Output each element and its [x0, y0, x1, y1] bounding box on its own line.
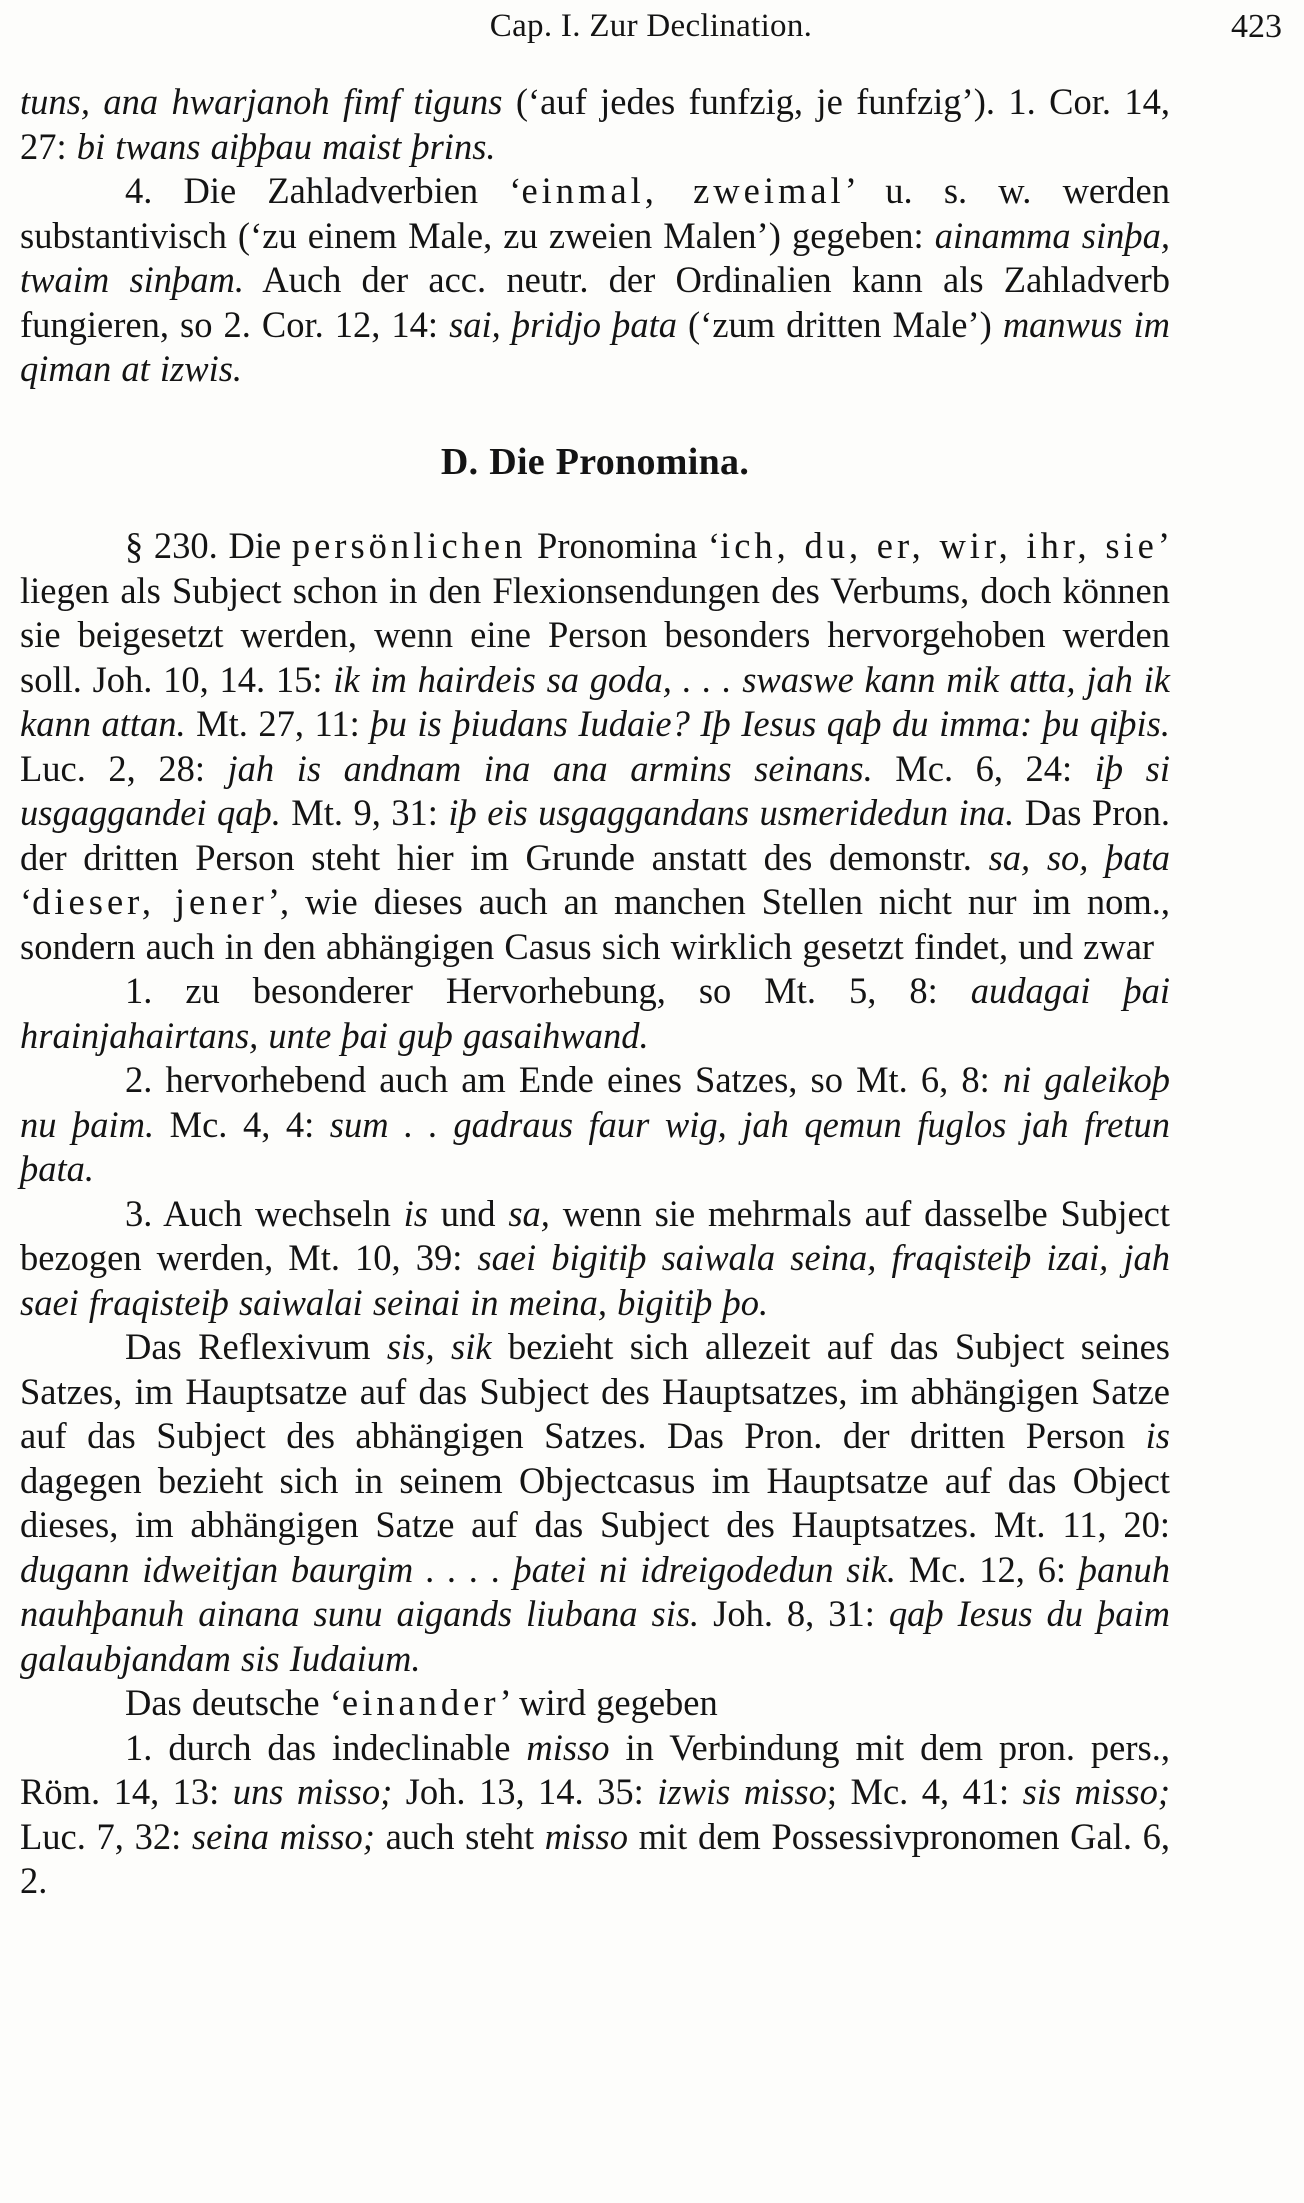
text-run: Mc. 12, 6: — [895, 1548, 1079, 1590]
spaced-term: einander — [341, 1682, 500, 1723]
spaced-term: dieser, jener — [32, 881, 268, 922]
list-item-2 — [20, 1058, 1170, 1192]
gothic-word: misso — [526, 1726, 610, 1768]
gothic-word: is — [403, 1192, 428, 1234]
text-run: 2. hervorhebend auch am Ende eines Satzes, so Mt. 6, 8: — [125, 1059, 1003, 1100]
text-run: ’ u. s. w. werden substantivisch (‘zu einem Male, zu zweien Malen’) gegeben: — [20, 170, 1170, 256]
gothic-quote: ni galeikoþ nu þaim. — [20, 1059, 1170, 1145]
gothic-quote: iþ si usgaggandei qaþ. — [20, 747, 1170, 833]
paragraph-230 — [20, 524, 1170, 969]
spaced-term: persönlichen — [291, 525, 527, 566]
text-run: 1. durch das indeclinable — [125, 1726, 527, 1768]
gothic-quote: izwis misso — [657, 1771, 827, 1812]
gothic-quote: ainamma sinþa, twaim sinþam. — [20, 214, 1170, 300]
gothic-quote: uns misso; — [232, 1771, 393, 1812]
text-run: § 230. Die — [125, 525, 292, 566]
text-run: ’ liegen als Subject schon in den Flexionsendungen des Verbums, doch können sie beigesetzt werden, wenn eine Person besonders hervorgehoben werden soll. Joh. 10, 14. 15: — [20, 525, 1171, 700]
text-run: Pronomina ‘ — [526, 525, 721, 566]
gothic-quote: sai, þridjo þata — [449, 303, 677, 345]
text-run: Mt. 27, 11: — [185, 703, 371, 744]
list-item-misso — [20, 1726, 1170, 1904]
page-number: 423 — [1231, 8, 1282, 45]
text-run: mit dem Possessivpronomen Gal. 6, 2. — [20, 1815, 1170, 1901]
text-run: Luc. 7, 32: — [20, 1815, 192, 1857]
text-run: Das Reflexivum — [125, 1326, 387, 1367]
gothic-word: sis, sik — [386, 1326, 492, 1367]
gothic-quote: þanuh nauhþanuh ainana sunu aigands liubana sis. — [20, 1548, 1170, 1634]
gothic-word: is — [1145, 1415, 1170, 1456]
text-run: bezieht sich allezeit auf das Subject seines Satzes, im Hauptsatze auf das Subject des Hauptsatzes, im abhängigen Satze auf das Subject des abhängigen Satzes. Das Pron. der dritten Person — [20, 1326, 1170, 1456]
text-run: Mt. 9, 31: — [280, 792, 449, 833]
text-run: Das Pron. der dritten Person steht hier im Grunde anstatt des demonstr. — [20, 792, 1170, 878]
body-text — [20, 80, 1170, 1904]
text-run: Luc. 2, 28: — [20, 747, 228, 789]
gothic-word: misso — [544, 1815, 628, 1857]
text-run: Mc. 4, 4: — [154, 1103, 330, 1145]
text-run: und — [427, 1192, 509, 1234]
text-run: Auch der acc. neutr. der Ordinalien kann als Zahladverb fungieren, so 2. Cor. 12, 14: — [20, 259, 1170, 345]
text-run: wenn sie mehrmals auf dasselbe Subject bezogen werden, Mt. 10, 39: — [20, 1192, 1171, 1278]
text-run: 3. Auch wechseln — [125, 1192, 404, 1234]
spaced-term: einmal, zweimal — [521, 170, 845, 211]
text-run: Mc. 6, 24: — [872, 747, 1095, 789]
text-run: dagegen bezieht sich in seinem Objectcasus im Hauptsatze auf das Object dieses, im abhängigen Satze auf das Subject des Hauptsatzes. Mt. 11, 20: — [20, 1459, 1170, 1545]
gothic-quote: audagai þai hrainjahairtans, unte þai guþ gasaihwand. — [20, 970, 1170, 1056]
gothic-quote: qaþ Iesus du þaim galaubjandam sis Iudaium. — [20, 1593, 1170, 1679]
text-run: (‘zum dritten Male’) — [676, 303, 1003, 345]
gothic-quote: seina misso; — [191, 1815, 375, 1857]
text-run: ‘ — [20, 881, 33, 922]
gothic-quote: ik im hairdeis sa goda, . . . swaswe kann mik atta, jah ik kann attan. — [20, 658, 1170, 744]
gothic-quote: jah is andnam ina ana armins seinans. — [227, 747, 873, 789]
text-run: ; Mc. 4, 41: — [826, 1771, 1023, 1812]
paragraph-reflexivum — [20, 1325, 1170, 1681]
list-item-3 — [20, 1192, 1170, 1326]
text-run: 1. zu besonderer Hervorhebung, so Mt. 5, 8: — [125, 970, 971, 1011]
text-run: Joh. 13, 14. 35: — [392, 1771, 658, 1812]
gothic-quote: saei bigitiþ saiwala seina, fraqisteiþ izai, jah saei fraqisteiþ saiwalai seinai in meina, bigitiþ þo. — [20, 1237, 1170, 1323]
spaced-term: ich, du, er, wir, ihr, sie — [720, 525, 1158, 566]
text-run: Das deutsche ‘ — [125, 1682, 342, 1723]
gothic-word: sa, — [508, 1192, 550, 1234]
text-run: ’, wie dieses auch an manchen Stellen nicht nur im nom., sondern auch in den abhängigen Casus sich wirklich gesetzt findet, und zwar — [20, 881, 1170, 967]
gothic-quote: iþ eis usgaggandans usmeridedun ina. — [448, 792, 1015, 833]
gothic-quote: dugann idweitjan baurgim . . . . þatei ni idreigodedun sik. — [20, 1548, 896, 1590]
gothic-quote: tuns, ana hwarjanoh fimf tiguns — [20, 81, 503, 122]
text-run: Joh. 8, 31: — [699, 1593, 889, 1634]
gothic-quote: þu is þiudans Iudaie? Iþ Iesus qaþ du imma: þu qiþis. — [370, 703, 1170, 744]
text-run: (‘auf jedes funfzig, je funfzig’). 1. Cor. 14, 27: — [20, 81, 1170, 167]
gothic-quote: sa, so, þata — [988, 836, 1170, 878]
text-run: 4. Die Zahladverbien ‘ — [125, 170, 522, 211]
paragraph-einander — [20, 1681, 1170, 1726]
paragraph-continuation — [20, 80, 1170, 169]
gothic-quote: bi twans aiþþau maist þrins. — [76, 125, 496, 167]
paragraph-zahladverbien — [20, 169, 1170, 392]
text-run: auch steht — [374, 1815, 545, 1857]
running-head: Cap. I. Zur Declination. — [489, 8, 813, 44]
text-run: in Verbindung mit dem pron. pers., Röm. 14, 13: — [20, 1726, 1170, 1812]
list-item-1 — [20, 969, 1170, 1058]
section-heading: D. Die Pronomina. — [440, 440, 750, 483]
gothic-quote: manwus im qiman at izwis. — [20, 303, 1170, 389]
page-header — [20, 8, 1282, 52]
text-run: ’ wird gegeben — [499, 1682, 718, 1723]
gothic-quote: sis misso; — [1022, 1771, 1170, 1812]
gothic-quote: sum . . gadraus faur wig, jah qemun fuglos jah fretun þata. — [20, 1103, 1170, 1189]
